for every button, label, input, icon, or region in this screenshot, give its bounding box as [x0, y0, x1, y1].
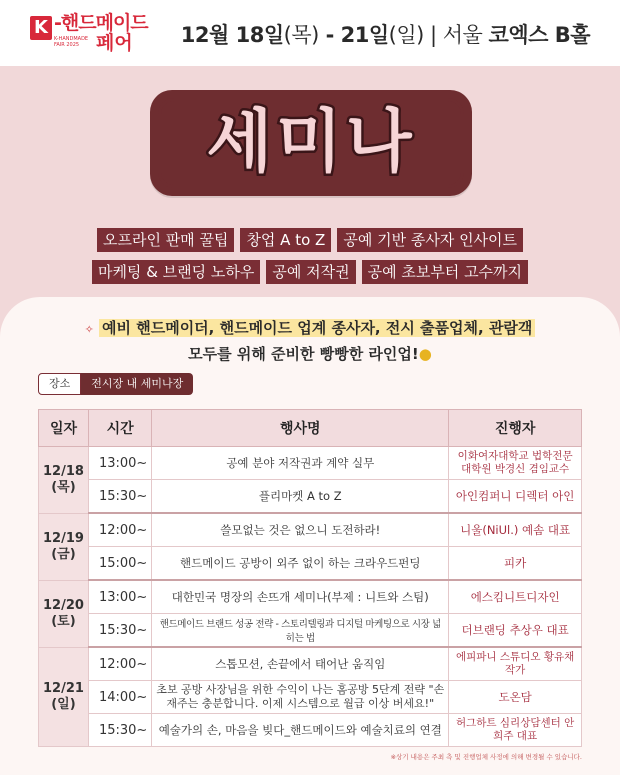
event-title-cell: 예술가의 손, 마음을 빚다_핸드메이드와 예술치료의 연결 [152, 714, 449, 747]
topic-tag: 공예 기반 종사자 인사이트 [337, 228, 523, 252]
day-cell [39, 580, 89, 647]
host-cell: 니울(NiUl.) 예솜 대표 [449, 513, 582, 547]
venue-name: 코엑스 B홀 [488, 23, 590, 47]
day-weekday: (일) [51, 696, 76, 712]
time-cell: 14:00~ [88, 681, 151, 714]
seminar-schedule-table [38, 409, 582, 747]
host-cell: 아인컴퍼니 디렉터 아인 [449, 480, 582, 514]
page-title: 세미나 [206, 103, 416, 182]
time-cell: 15:30~ [88, 614, 151, 648]
topic-tag: 공예 저작권 [266, 260, 355, 284]
intro-line-1 [0, 316, 620, 342]
topic-tag-row-2 [0, 260, 620, 284]
event-date-location [181, 19, 590, 49]
date-end: 21일 [340, 23, 389, 47]
event-title-cell: 공예 분야 저작권과 계약 실무 [152, 447, 449, 480]
day-date: 12/18 [43, 463, 84, 479]
footnote: ※상기 내용은 주최 측 및 진행업체 사정에 의해 변경될 수 있습니다. [390, 753, 582, 761]
table-header-row [39, 410, 582, 447]
header-bar [0, 0, 620, 66]
logo-k-mark: K [30, 16, 52, 40]
event-title-cell: 스톱모션, 손끝에서 태어난 움직임 [152, 647, 449, 681]
time-cell: 13:00~ [88, 580, 151, 614]
time-cell: 15:00~ [88, 547, 151, 581]
k-handmade-fair-logo[interactable] [30, 12, 150, 58]
date-separator: - [318, 23, 341, 47]
header-host: 진행자 [449, 410, 582, 447]
table-row [39, 513, 582, 547]
day-date: 12/19 [43, 530, 84, 546]
topic-tag: 마케팅 & 브랜딩 노하우 [92, 260, 260, 284]
table-row [39, 447, 582, 480]
intro-line-2-text: 모두를 위해 준비한 빵빵한 라인업! [188, 345, 419, 363]
time-cell: 15:30~ [88, 480, 151, 514]
venue-badge [38, 373, 193, 395]
topic-tag-row-1 [0, 228, 620, 252]
topic-tag: 공예 초보부터 고수까지 [362, 260, 528, 284]
topic-tags [0, 228, 620, 292]
host-cell: 에스킴니트디자인 [449, 580, 582, 614]
event-title-cell: 핸드메이드 브랜드 성공 전략 - 스토리텔링과 디지털 마케팅으로 시장 넓히는 법 [152, 614, 449, 648]
table-row [39, 580, 582, 614]
event-title-cell: 플리마켓 A to Z [152, 480, 449, 514]
sparkle-icon: ✧ [84, 323, 94, 336]
intro-line-2 [0, 342, 620, 366]
table-row [39, 614, 582, 648]
venue-value: 전시장 내 세미나장 [81, 373, 193, 395]
day-weekday: (토) [51, 613, 76, 629]
day-weekday: (목) [51, 479, 76, 495]
event-title-cell: 초보 공방 사장님을 위한 수익이 나는 홈공방 5단계 전략 "손재주는 충분합니다. 이제 시스템으로 월급 이상 버세요!" [152, 681, 449, 714]
event-title-cell: 핸드메이드 공방이 외주 없이 하는 크라우드펀딩 [152, 547, 449, 581]
table-row [39, 480, 582, 514]
logo-subtext: K-HANDMADE FAIR 2025 [54, 36, 89, 48]
header-time: 시간 [88, 410, 151, 447]
table-row [39, 647, 582, 681]
logo-text-line1: -핸드메이드 [54, 12, 148, 34]
host-cell: 에피파니 스튜디오 황유채 작가 [449, 647, 582, 681]
header-event: 행사명 [152, 410, 449, 447]
table-row [39, 681, 582, 714]
location-city: | 서울 [423, 23, 489, 47]
intro-text [0, 316, 620, 366]
venue-label: 장소 [38, 373, 81, 395]
day-date: 12/20 [43, 597, 84, 613]
date-start: 12월 18일 [180, 23, 284, 47]
title-banner [150, 90, 472, 196]
day-cell [39, 647, 89, 747]
day-cell [39, 513, 89, 580]
time-cell: 15:30~ [88, 714, 151, 747]
host-cell: 허그하트 심리상담센터 안희주 대표 [449, 714, 582, 747]
table-row [39, 547, 582, 581]
table-row [39, 714, 582, 747]
lightbulb-icon: ● [418, 345, 432, 363]
date-end-weekday: (일) [388, 23, 424, 47]
event-title-cell: 대한민국 명장의 손뜨개 세미나(부제 : 니트와 스팀) [152, 580, 449, 614]
date-start-weekday: (목) [283, 23, 319, 47]
time-cell: 12:00~ [88, 513, 151, 547]
host-cell: 도온담 [449, 681, 582, 714]
topic-tag: 창업 A to Z [240, 228, 331, 252]
host-cell: 이화여자대학교 법학전문대학원 박경신 겸임교수 [449, 447, 582, 480]
intro-highlight: 예비 핸드메이더, 핸드메이드 업계 종사자, 전시 출품업체, 관람객 [99, 319, 535, 337]
day-date: 12/21 [43, 680, 84, 696]
topic-tag: 오프라인 판매 꿀팁 [97, 228, 234, 252]
host-cell: 피카 [449, 547, 582, 581]
day-weekday: (금) [51, 546, 76, 562]
time-cell: 13:00~ [88, 447, 151, 480]
logo-text-line2: 페어 [96, 32, 133, 54]
header-date: 일자 [39, 410, 89, 447]
time-cell: 12:00~ [88, 647, 151, 681]
day-cell [39, 447, 89, 514]
event-title-cell: 쓸모없는 것은 없으니 도전하라! [152, 513, 449, 547]
host-cell: 더브랜딩 추상우 대표 [449, 614, 582, 648]
